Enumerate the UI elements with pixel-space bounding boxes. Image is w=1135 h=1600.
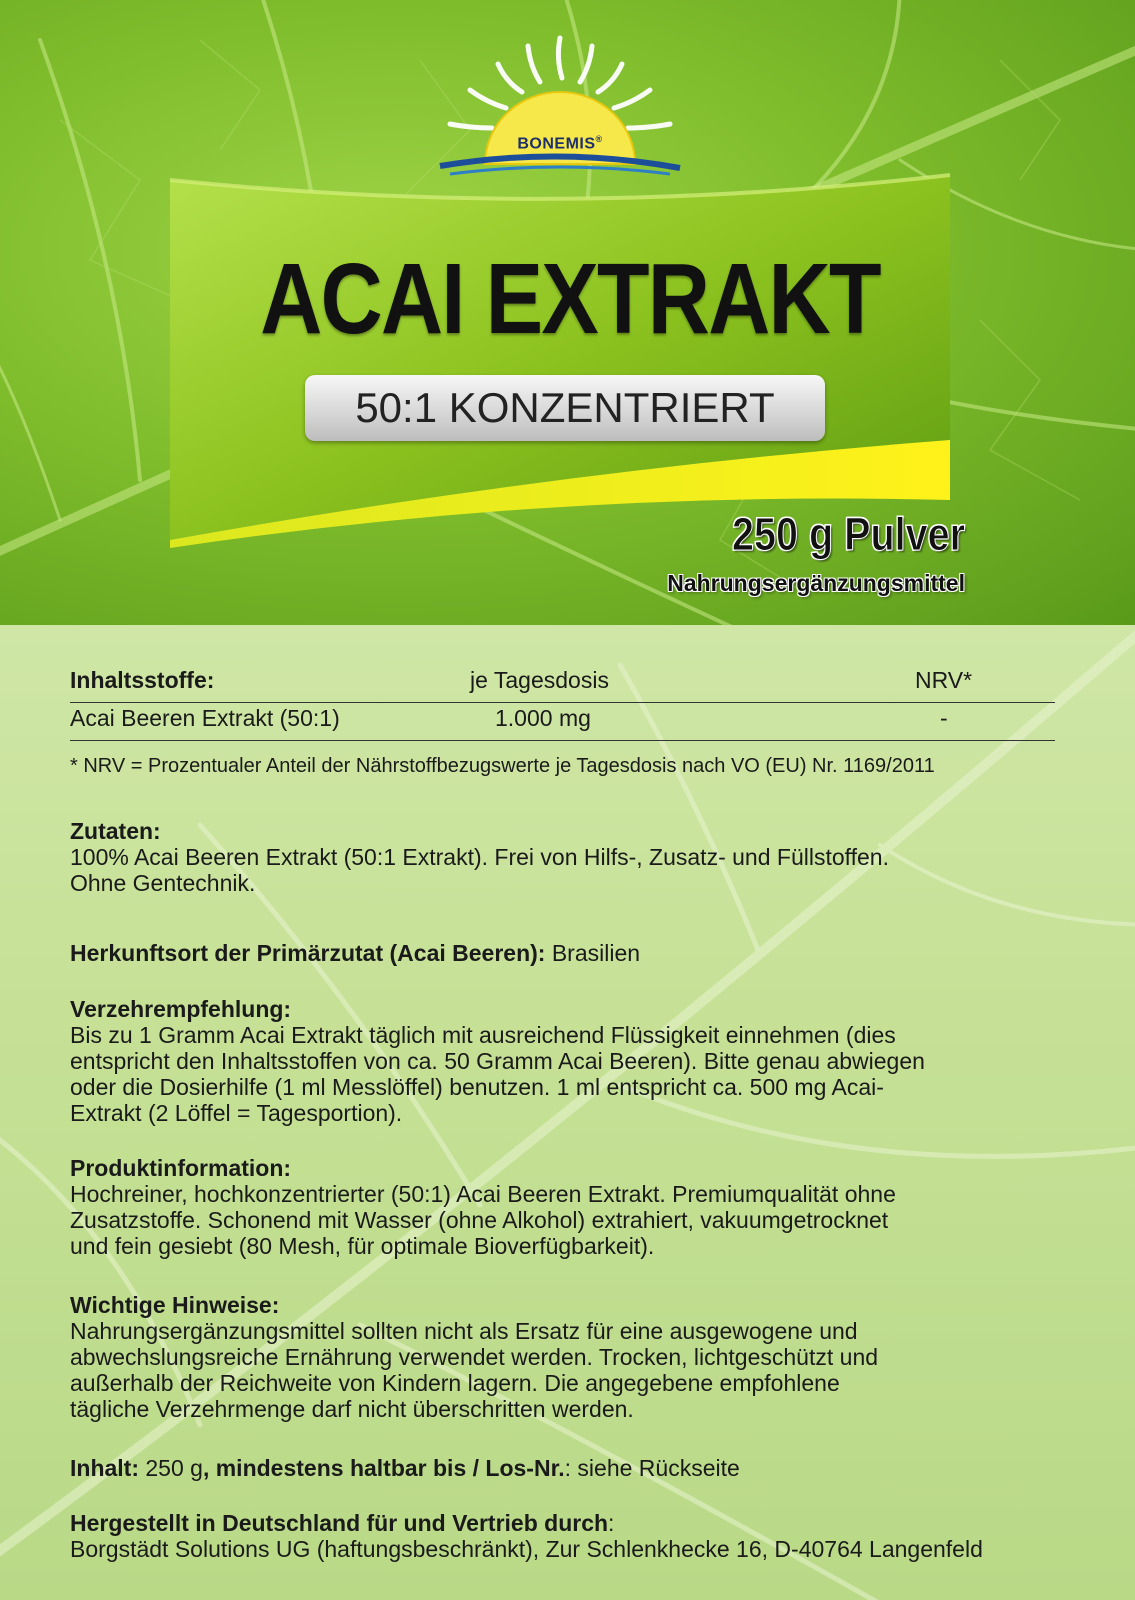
section-heading: Herkunftsort der Primärzutat (Acai Beeren):	[70, 940, 546, 966]
origin-value: Brasilien	[545, 940, 641, 966]
ingredient-name: Acai Beeren Extrakt (50:1)	[70, 705, 340, 731]
section-heading: Wichtige Hinweise:	[70, 1292, 280, 1318]
best-before-value: : siehe Rückseite	[564, 1455, 740, 1481]
manufacturer-address: Borgstädt Solutions UG (haftungsbeschränkt), Zur Schlenkhecke 16, D-40764 Langenfeld	[70, 1536, 983, 1562]
section-line: außerhalb der Reichweite von Kindern lagern. Die angegebene empfohlene	[70, 1370, 840, 1396]
section-heading: Verzehrempfehlung:	[70, 996, 292, 1022]
section-content	[70, 1455, 1070, 1481]
ingredient-amount: 1.000 mg	[495, 705, 591, 731]
product-weight: 250 g Pulver	[731, 508, 965, 560]
section-dosage	[70, 996, 1070, 1126]
section-heading: Hergestellt in Deutschland für und Vertrieb durch	[70, 1510, 609, 1536]
section-manufacturer	[70, 1510, 1070, 1562]
header-leaf-background	[0, 0, 1135, 625]
content-label: Inhalt:	[70, 1455, 139, 1481]
section-line: Extrakt (2 Löffel = Tagesportion).	[70, 1100, 403, 1126]
concentration-badge	[305, 375, 825, 441]
section-heading: Zutaten:	[70, 818, 161, 844]
section-line: Zusatzstoffe. Schonend mit Wasser (ohne Alkohol) extrahiert, vakuumgetrocknet	[70, 1207, 889, 1233]
section-line: Bis zu 1 Gramm Acai Extrakt täglich mit ausreichend Flüssigkeit einnehmen (dies	[70, 1022, 896, 1048]
content-value: 250 g	[139, 1455, 203, 1481]
column-header-ingredients: Inhaltsstoffe:	[70, 667, 215, 693]
product-banner	[160, 170, 980, 560]
table-header-row	[70, 665, 1055, 703]
product-category: Nahrungsergänzungsmittel	[667, 570, 965, 596]
section-line: entspricht den Inhaltsstoffen von ca. 50 Gramm Acai Beeren). Bitte genau abwiegen	[70, 1048, 925, 1074]
section-ingredients	[70, 818, 1070, 896]
section-heading: Produktinformation:	[70, 1155, 292, 1181]
product-subtitle: 50:1 KONZENTRIERT	[355, 384, 775, 431]
section-line: Nahrungsergänzungsmittel sollten nicht als Ersatz für eine ausgewogene und	[70, 1318, 858, 1344]
section-origin	[70, 940, 1070, 966]
section-line: oder die Dosierhilfe (1 ml Messlöffel) benutzen. 1 ml entspricht ca. 500 mg Acai-	[70, 1074, 884, 1100]
section-line: Hochreiner, hochkonzentrierter (50:1) Acai Beeren Extrakt. Premiumqualität ohne	[70, 1181, 896, 1207]
section-line: tägliche Verzehrmenge darf nicht überschritten werden.	[70, 1396, 634, 1422]
table-row	[70, 703, 1055, 741]
section-warnings	[70, 1292, 1070, 1422]
section-line: abwechslungsreiche Ernährung verwendet werden. Trocken, lichtgeschützt und	[70, 1344, 879, 1370]
heading-colon: :	[608, 1510, 615, 1536]
section-line: und fein gesiebt (80 Mesh, für optimale Bioverfügbarkeit).	[70, 1233, 655, 1259]
product-title: ACAI EXTRAKT	[260, 243, 880, 355]
sun-logo-icon	[430, 28, 690, 178]
column-header-daily-dose: je Tagesdosis	[470, 667, 609, 693]
section-line: Ohne Gentechnik.	[70, 870, 256, 896]
section-line: 100% Acai Beeren Extrakt (50:1 Extrakt). Frei von Hilfs-, Zusatz- und Füllstoffen.	[70, 844, 889, 870]
banner-shape	[160, 170, 980, 560]
ingredient-nrv: -	[940, 705, 948, 731]
brand-name: BONEMIS®	[517, 134, 603, 153]
nutrition-table	[70, 665, 1055, 741]
column-header-nrv: NRV*	[915, 667, 973, 693]
brand-logo	[430, 28, 690, 178]
nrv-footnote: * NRV = Prozentualer Anteil der Nährstoffbezugswerte je Tagesdosis nach VO (EU) Nr. 1169/2011	[70, 755, 935, 777]
section-product-info	[70, 1155, 1070, 1259]
best-before-label: , mindestens haltbar bis / Los-Nr.	[202, 1455, 565, 1481]
